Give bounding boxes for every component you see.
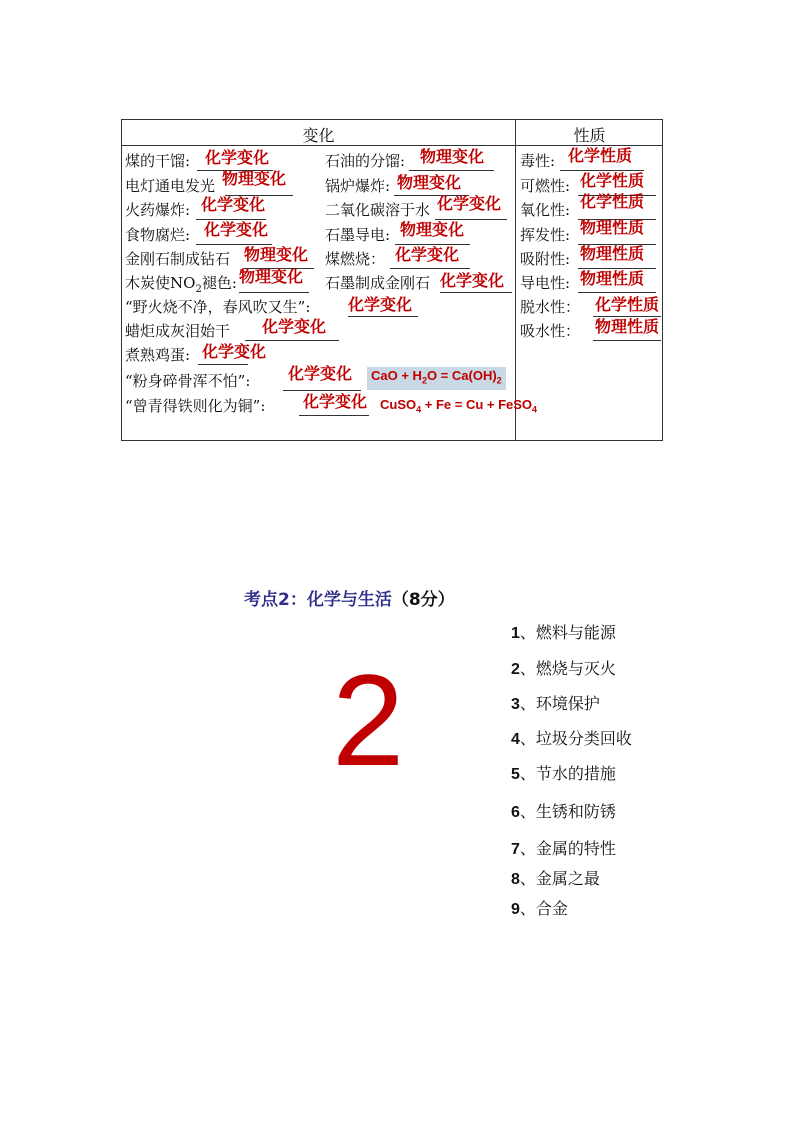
topic-item	[511, 726, 632, 749]
equation-subscript: 2	[496, 375, 502, 386]
topic-item	[511, 656, 616, 679]
answer-text: 物理变化	[420, 147, 485, 166]
answer-text: 化学变化	[348, 295, 413, 314]
topic-text: 、燃烧与灭火	[519, 659, 616, 678]
answer-text: 化学变化	[440, 271, 505, 290]
equation-subscript: 2	[421, 375, 427, 386]
row-label-subscript: 2	[195, 284, 202, 295]
property-label: 氧化性:	[520, 201, 571, 219]
section-title	[244, 585, 455, 610]
row-label	[125, 274, 237, 299]
equation-part: O = Ca(OH)	[426, 368, 497, 383]
row-label: 煮熟鸡蛋:	[125, 346, 191, 364]
equation-part: + Fe = Cu + FeSO	[421, 397, 533, 412]
equation-cuso4	[380, 396, 537, 419]
column-divider	[515, 120, 516, 440]
answer-text: 化学变化	[201, 195, 266, 214]
topic-text: 、生锈和防锈	[519, 802, 616, 821]
topic-item	[511, 896, 568, 919]
row-label: 煤的干馏:	[125, 152, 191, 170]
topic-number: 5	[511, 766, 520, 783]
answer-underline	[198, 364, 248, 365]
row-label: 火药爆炸:	[125, 201, 191, 219]
property-answer: 化学性质	[580, 171, 645, 190]
property-label: 毒性:	[520, 152, 556, 170]
answer-underline	[299, 415, 369, 416]
row-label: “粉身碎骨浑不怕”:	[125, 372, 251, 390]
topic-text: 、垃圾分类回收	[519, 729, 632, 748]
answer-text: 化学变化	[437, 194, 502, 213]
change-property-table	[121, 119, 663, 441]
property-label: 吸水性：	[520, 322, 581, 340]
topic-number: 7	[511, 841, 520, 858]
topic-number: 2	[511, 661, 520, 678]
topic-number: 3	[511, 696, 520, 713]
property-answer: 化学性质	[568, 146, 633, 165]
row-label: 石墨制成金刚石	[325, 274, 431, 292]
equation-cao	[367, 367, 506, 390]
row-label: 煤燃烧：	[325, 250, 386, 268]
topic-number: 8	[511, 871, 520, 888]
answer-underline	[440, 292, 512, 293]
row-label: 电灯通电发光	[125, 177, 216, 195]
equation-subscript: 4	[532, 404, 538, 415]
answer-text: 物理变化	[239, 267, 304, 286]
answer-text: 物理变化	[397, 173, 462, 192]
property-answer: 物理性质	[595, 317, 660, 336]
row-label-part: 木炭使NO	[125, 274, 196, 292]
answer-text: 化学变化	[262, 317, 327, 336]
property-answer: 物理性质	[580, 218, 645, 237]
property-answer: 物理性质	[580, 269, 645, 288]
row-label: 锅炉爆炸:	[325, 177, 391, 195]
topic-text: 、环境保护	[519, 694, 600, 713]
topic-item	[511, 761, 616, 784]
topic-number: 6	[511, 804, 520, 821]
answer-text: 化学变化	[202, 342, 267, 361]
property-label: 脱水性：	[520, 298, 581, 316]
row-label: 食物腐烂:	[125, 226, 191, 244]
answer-underline	[239, 292, 309, 293]
property-label: 可燃性:	[520, 177, 571, 195]
property-answer: 化学性质	[595, 295, 660, 314]
header-change: 变化	[302, 126, 335, 145]
topic-item	[511, 620, 616, 643]
property-label: 导电性:	[520, 274, 571, 292]
topic-text: 、节水的措施	[519, 764, 616, 783]
answer-text: 化学变化	[395, 245, 460, 264]
answer-underline	[593, 340, 661, 341]
answer-underline	[283, 390, 361, 391]
topic-text: 、金属之最	[519, 869, 600, 888]
answer-text: 化学变化	[303, 392, 368, 411]
topic-text: 、合金	[519, 899, 568, 918]
topic-item	[511, 866, 600, 889]
row-label: 蜡炬成灰泪始干	[125, 322, 231, 340]
property-label: 吸附性:	[520, 250, 571, 268]
answer-text: 物理变化	[222, 169, 287, 188]
section-title-text: 考点2：化学与生活	[244, 590, 392, 610]
row-label: “野火烧不净，春风吹又生”:	[125, 298, 311, 316]
property-label: 挥发性:	[520, 226, 571, 244]
answer-text: 化学变化	[204, 220, 269, 239]
topic-number: 9	[511, 901, 520, 918]
equation-subscript: 4	[416, 404, 422, 415]
topic-item	[511, 799, 616, 822]
topic-text: 、金属的特性	[519, 839, 616, 858]
topic-item	[511, 691, 600, 714]
answer-underline	[245, 340, 339, 341]
section-title-score: （8分）	[391, 590, 455, 610]
answer-underline	[390, 268, 470, 269]
row-label: 石油的分馏:	[325, 152, 406, 170]
row-label: 二氧化碳溶于水	[325, 201, 431, 219]
property-answer: 化学性质	[580, 192, 645, 211]
answer-text: 物理变化	[244, 245, 309, 264]
answer-underline	[409, 170, 494, 171]
topic-number: 4	[511, 731, 520, 748]
property-answer: 物理性质	[580, 244, 645, 263]
big-section-number: 2	[332, 647, 405, 793]
answer-text: 物理变化	[400, 220, 465, 239]
topic-item	[511, 836, 616, 859]
row-label: 金刚石制成钻石	[125, 250, 231, 268]
answer-underline	[578, 292, 656, 293]
answer-text: 化学变化	[288, 364, 353, 383]
answer-text: 化学变化	[205, 148, 270, 167]
equation-part: CuSO	[380, 397, 417, 412]
answer-underline	[348, 316, 418, 317]
row-label: “曾青得铁则化为铜”:	[125, 397, 266, 415]
row-label-part: 褪色:	[201, 274, 237, 292]
topic-text: 、燃料与能源	[519, 623, 616, 642]
header-property: 性质	[573, 126, 606, 145]
topic-number: 1	[511, 625, 520, 642]
equation-part: CaO + H	[371, 368, 422, 383]
row-label: 石墨导电:	[325, 226, 391, 244]
